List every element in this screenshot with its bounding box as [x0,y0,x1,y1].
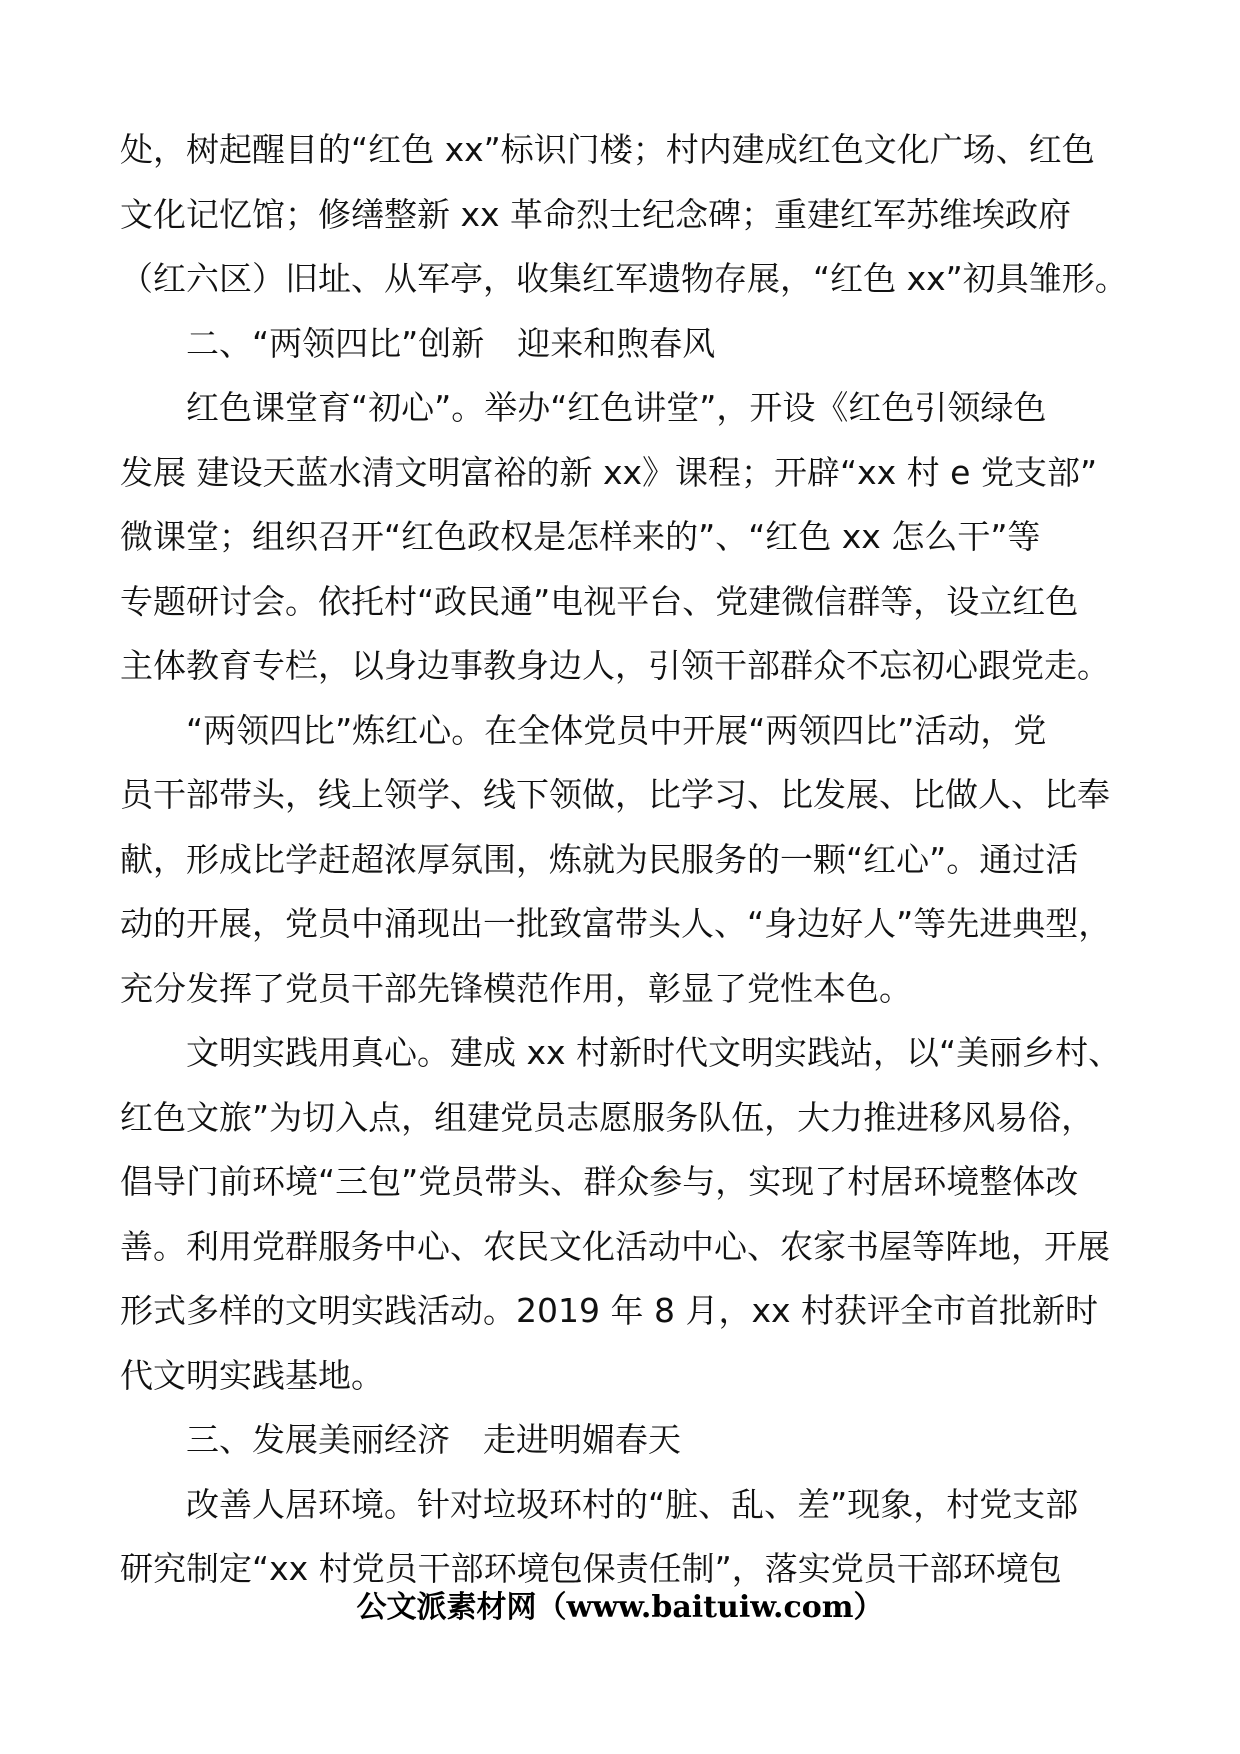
text-line: 献，形成比学赶超浓厚氛围，炼就为民服务的一颗“红心”。通过活 [120,839,1079,879]
text-line: 代文明实践基地。 [120,1355,384,1395]
text-line: 三、发展美丽经济 走进明媚春天 [186,1420,681,1459]
text-line: 处，树起醒目的“红色 xx”标识门楼；村内建成红色文化广场、红色 [120,130,1095,169]
text-line: 红色课堂育“初心”。举办“红色讲堂”，开设《红色引领绿色 [186,388,1047,427]
text-line: 文明实践用真心。建成 xx 村新时代文明实践站，以“美丽乡村、 [186,1033,1122,1072]
text-line: 倡导门前环境“三包”党员带头、群众参与，实现了村居环境整体改 [120,1162,1079,1201]
text-line: （红六区）旧址、从军亭，收集红军遗物存展，“红色 xx”初具雏形。 [120,259,1128,298]
text-line: 研究制定“xx 村党员干部环境包保责任制”，落实党员干部环境包 [120,1549,1062,1588]
text-line: 员干部带头，线上领学、线下领做，比学习、比发展、比做人、比奉 [120,775,1110,814]
document-body [120,118,1140,1602]
text-line: 红色文旅”为切入点，组建党员志愿服务队伍，大力推进移风易俗， [120,1097,1095,1137]
text-line: 动的开展，党员中涌现出一批致富带头人、“身边好人”等先进典型， [120,904,1112,943]
text-line: 二、“两领四比”创新 迎来和煦春风 [186,323,716,363]
text-line: 充分发挥了党员干部先锋模范作用，彰显了党性本色。 [120,968,912,1008]
watermark-footer: 公文派素材网（www.baituiw.com） [356,1590,884,1625]
text-line: 改善人居环境。针对垃圾环村的“脏、乱、差”现象，村党支部 [186,1484,1079,1524]
text-line: 形式多样的文明实践活动。2019 年 8 月，xx 村获评全市首批新时 [120,1291,1098,1330]
text-line: 文化记忆馆；修缮整新 xx 革命烈士纪念碑；重建红军苏维埃政府 [120,194,1072,234]
text-line: 发展 建设天蓝水清文明富裕的新 xx》课程；开辟“xx 村 e 党支部” [120,452,1098,492]
text-line: 微课堂；组织召开“红色政权是怎样来的”、“红色 xx 怎么干”等 [120,517,1041,556]
text-line: 专题研讨会。依托村“政民通”电视平台、党建微信群等，设立红色 [120,581,1079,621]
text-line: 善。利用党群服务中心、农民文化活动中心、农家书屋等阵地，开展 [120,1226,1110,1266]
text-line: “两领四比”炼红心。在全体党员中开展“两领四比”活动，党 [186,710,1047,750]
text-line: 主体教育专栏，以身边事教身边人，引领干部群众不忘初心跟党走。 [120,646,1110,685]
